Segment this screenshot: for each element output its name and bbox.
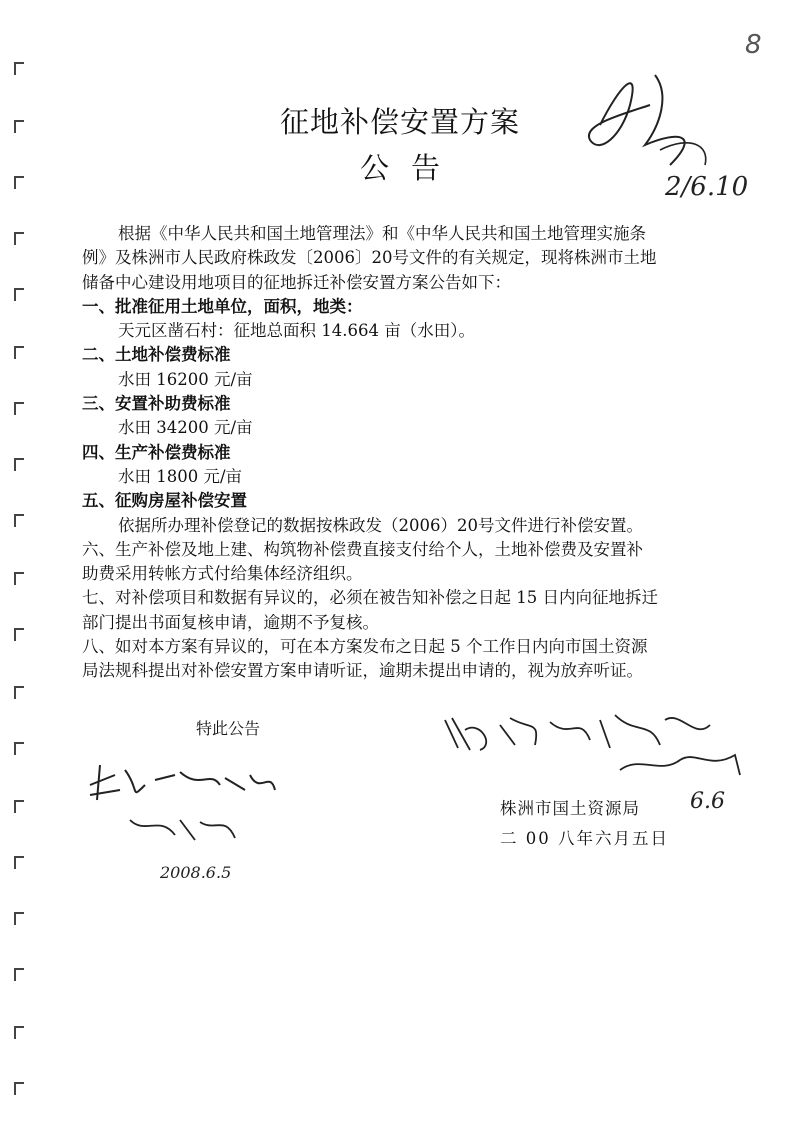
intro-line: 根据《中华人民共和国土地管理法》和《中华人民共和国土地管理实施条 xyxy=(118,224,646,243)
clause-8: 八、如对本方案有异议的，可在本方案发布之日起 5 个工作日内向市国土资源 xyxy=(82,637,648,657)
section-detail: 水田 16200 元/亩 xyxy=(118,369,253,389)
section-detail: 依据所办理补偿登记的数据按株政发（2006）20号文件进行补偿安置。 xyxy=(118,515,643,535)
notice-body xyxy=(82,222,732,684)
page-title: 征地补偿安置方案 xyxy=(279,105,520,139)
clause-7: 部门提出书面复核申请，逾期不予复核。 xyxy=(82,612,379,632)
issue-date: 二 00 八年六月五日 xyxy=(500,829,669,848)
handwritten-signature-left xyxy=(85,760,305,880)
issuer-name: 株洲市国土资源局 xyxy=(500,799,640,818)
section-heading: 三、安置补助费标准 xyxy=(82,394,231,414)
handwritten-date-top: 2/6.10 xyxy=(665,172,749,202)
section-detail: 水田 1800 元/亩 xyxy=(118,466,243,486)
section-detail: 天元区凿石村：征地总面积 14.664 亩（水田）。 xyxy=(118,321,475,341)
handwritten-date-right: 6.6 xyxy=(690,789,725,814)
section-heading: 四、生产补偿费标准 xyxy=(82,442,231,462)
intro-line: 例》及株洲市人民政府株政发〔2006〕20号文件的有关规定，现将株洲市土地 xyxy=(82,248,657,268)
handwritten-comment-right xyxy=(440,700,760,814)
page-subtitle: 公告 xyxy=(359,151,462,185)
handwritten-date-left: 2008.6.5 xyxy=(160,863,232,882)
page-number-mark: 8 xyxy=(745,30,762,60)
section-detail: 水田 34200 元/亩 xyxy=(118,418,253,438)
clause-8: 局法规科提出对补偿安置方案申请听证，逾期未提出申请的，视为放弃听证。 xyxy=(82,661,643,681)
intro-line: 储备中心建设用地项目的征地拆迁补偿安置方案公告如下： xyxy=(82,272,511,292)
clause-7: 七、对补偿项目和数据有异议的，必须在被告知补偿之日起 15 日内向征地拆迁 xyxy=(82,588,658,608)
closing-text: 特此公告 xyxy=(196,719,261,738)
handwritten-signature-top xyxy=(560,45,790,205)
section-heading: 一、批准征用土地单位，面积，地类： xyxy=(82,296,363,316)
clause-6: 六、生产补偿及地上建、构筑物补偿费直接支付给个人，土地补偿费及安置补 xyxy=(82,539,643,559)
section-heading: 五、征购房屋补偿安置 xyxy=(82,491,247,511)
clause-6: 助费采用转帐方式付给集体经济组织。 xyxy=(82,564,363,584)
section-heading: 二、土地补偿费标准 xyxy=(82,345,231,365)
